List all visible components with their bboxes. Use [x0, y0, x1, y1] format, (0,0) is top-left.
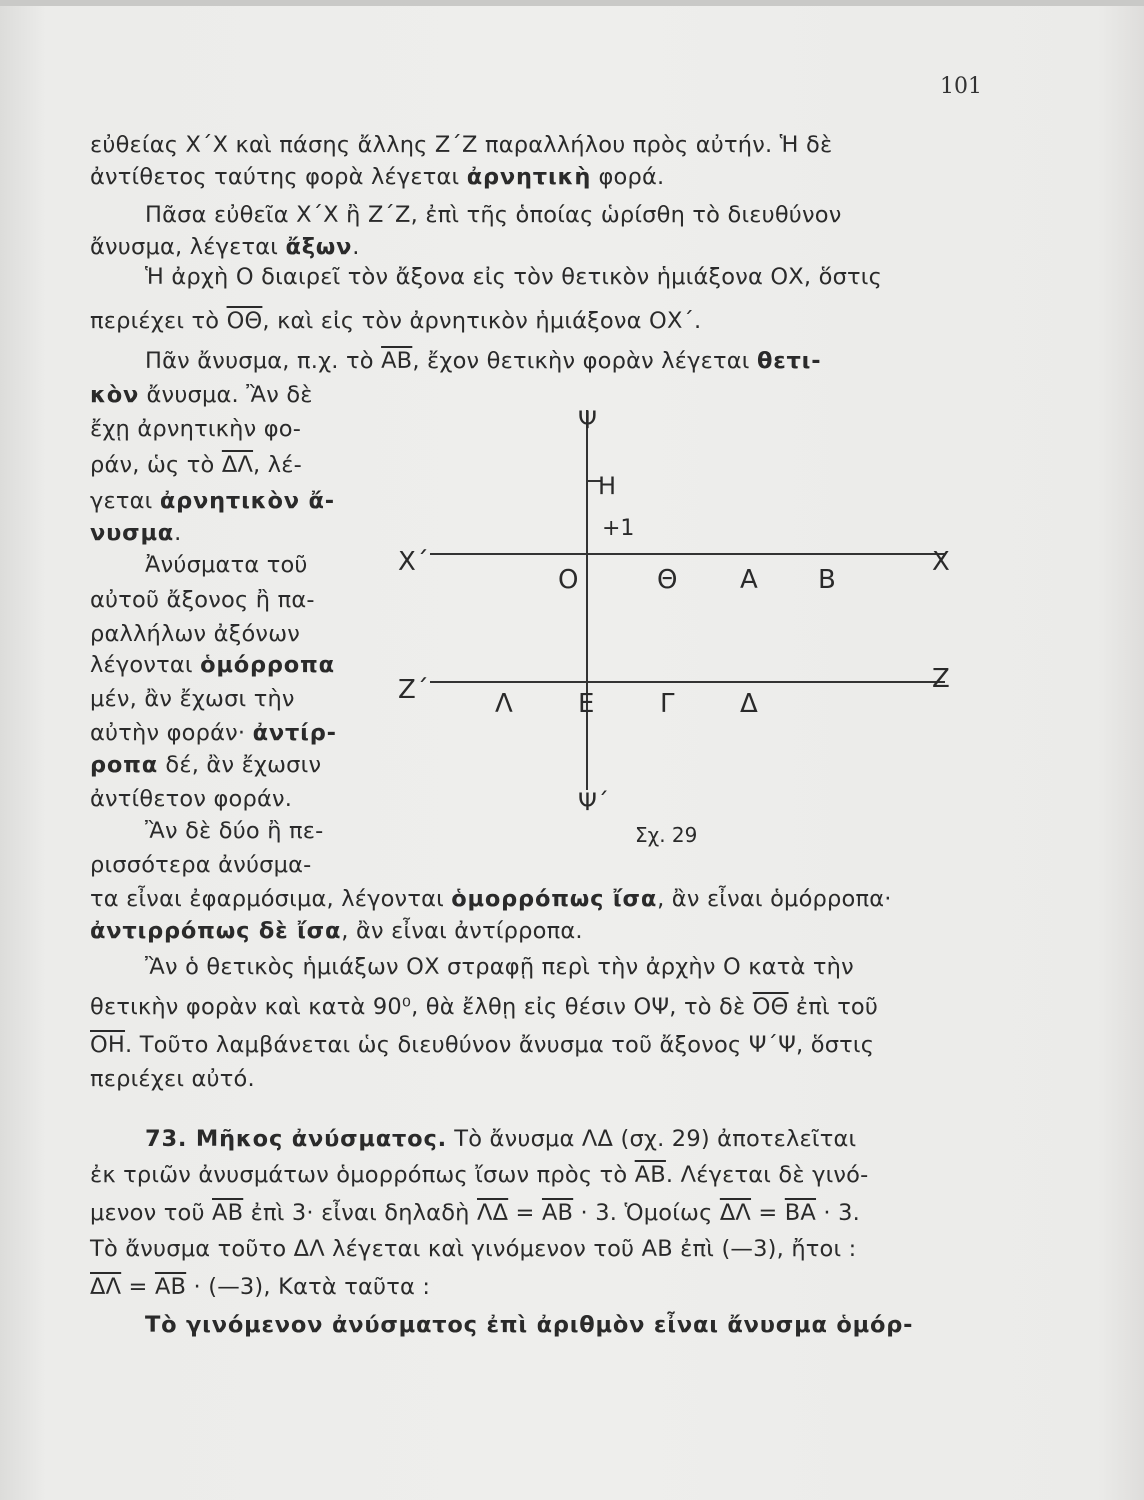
label-delta: Δ: [740, 689, 758, 719]
label-eta: Η: [598, 472, 617, 500]
text-line: γεται ἀρνητικὸν ἄ-: [90, 488, 335, 514]
figure-caption: Σχ. 29: [635, 823, 698, 847]
text-line: τα εἶναι ἐφαρμόσιμα, λέγονται ὁμορρόπως ἴσα, ἂν εἶναι ὁμόρροπα·: [90, 886, 892, 912]
text-line: ἔχῃ ἀρνητικὴν φο-: [90, 416, 302, 442]
text-line: ἀντιρρόπως δὲ ἴσα, ἂν εἶναι ἀντίρροπα.: [90, 918, 583, 944]
text-line: Ἂν δὲ δύο ἢ πε-: [145, 818, 324, 844]
text-line: Ἂν ὁ θετικὸς ἡμιάξων ΟΧ στραφῇ περὶ τὴν ἀρχὴν Ο κατὰ τὴν: [145, 954, 854, 980]
text-line: περιέχει τὸ $\overline{O\Theta}$, καὶ εἰς τὸν ἀρνητικὸν ἡμιάξονα ΟΧ΄.: [90, 308, 702, 334]
label-z-prime: Ζ΄: [398, 675, 429, 705]
text-line: ραλλήλων ἀξόνων: [90, 621, 301, 647]
text-line: μέν, ἂν ἔχωσι τὴν: [90, 686, 295, 712]
text-line: Τὸ ἄνυσμα τοῦτο ΔΛ λέγεται καὶ γινόμενον τοῦ ΑΒ ἐπὶ (—3), ἤτοι :: [90, 1236, 857, 1262]
text-line: θετικὴν φορὰν καὶ κατὰ 90⁰, θὰ ἔλθῃ εἰς θέσιν ΟΨ, τὸ δὲ $\overline{O\Theta}$ ἐπὶ τοῦ: [90, 994, 879, 1020]
text-line: μενον τοῦ $\overline{AB}$ ἐπὶ 3· εἶναι δηλαδὴ $\overline{\Lambda\Delta} = \overline{AB} \cdot 3$. Ὁμοίως $\overline{\Delta\Lambda} = \overline{BA} \cdot 3$.: [90, 1200, 860, 1226]
text-line: κὸν ἄνυσμα. Ἂν δὲ: [90, 382, 313, 408]
text-line: ράν, ὡς τὸ $\overline{\Delta\Lambda}$, λέ-: [90, 452, 302, 478]
text-line: ἄνυσμα, λέγεται ἄξων.: [90, 234, 360, 260]
label-theta: Θ: [657, 565, 678, 595]
label-x: Χ: [932, 547, 950, 577]
text-line: ἀντίθετον φοράν.: [90, 786, 293, 812]
text-line: εὐθείας Χ΄Χ καὶ πάσης ἄλλης Ζ΄Ζ παραλλήλου πρὸς αὐτήν. Ἡ δὲ: [90, 132, 833, 158]
text-line: Τὸ γινόμενον ἀνύσματος ἐπὶ ἀριθμὸν εἶναι ἄνυσμα ὁμόρ-: [145, 1312, 914, 1338]
page-top-edge: [0, 0, 1144, 6]
text-line: Ἀνύσματα τοῦ: [145, 552, 308, 578]
text-line: αὐτὴν φοράν· ἀντίρ-: [90, 720, 337, 746]
label-a: Α: [740, 565, 758, 595]
text-line: ροπα δέ, ἂν ἔχωσιν: [90, 752, 322, 778]
label-psi-prime: Ψ΄: [578, 788, 609, 816]
text-line: Πᾶν ἄνυσμα, π.χ. τὸ $\overline{AB}$, ἔχον θετικὴν φορὰν λέγεται θετι-: [145, 348, 822, 374]
text-line: ἀντίθετος ταύτης φορὰ λέγεται ἀρνητικὴ φορά.: [90, 164, 665, 190]
text-line: Πᾶσα εὐθεῖα Χ΄Χ ἢ Ζ΄Ζ, ἐπὶ τῆς ὁποίας ὡρίσθη τὸ διευθύνον: [145, 202, 842, 228]
text-line: αὐτοῦ ἄξονος ἢ πα-: [90, 587, 315, 613]
text-line: $\overline{\Delta\Lambda} = \overline{AB}$ · (—3), Κατὰ ταῦτα :: [90, 1274, 431, 1300]
text-line: λέγονται ὁμόρροπα: [90, 652, 335, 678]
label-z: Ζ: [932, 664, 950, 694]
text-line: Ἡ ἀρχὴ Ο διαιρεῖ τὸν ἄξονα εἰς τὸν θετικὸν ἡμιάξονα ΟΧ, ὅστις: [145, 264, 883, 290]
label-plus-one: +1: [602, 516, 635, 541]
text-line: ἐκ τριῶν ἀνυσμάτων ὁμορρόπως ἴσων πρὸς τὸ $\overline{AB}$. Λέγεται δὲ γινό-: [90, 1162, 869, 1188]
label-gamma: Γ: [660, 689, 675, 719]
text-line: $\overline{OH}$. Τοῦτο λαμβάνεται ὡς διευθύνον ἄνυσμα τοῦ ἄξονος Ψ΄Ψ, ὅστις: [90, 1032, 875, 1058]
text-line: περιέχει αὐτό.: [90, 1066, 255, 1092]
figure-29: [380, 380, 980, 860]
text-line: νυσμα.: [90, 520, 182, 546]
label-o: Ο: [558, 565, 579, 595]
label-epsilon: Ε: [578, 689, 595, 719]
label-x-prime: Χ΄: [398, 547, 429, 577]
label-lambda: Λ: [495, 689, 513, 719]
page-number: 101: [940, 74, 982, 99]
section-heading-line: 73. Μῆκος ἀνύσματος. Τὸ ἄνυσμα ΛΔ (σχ. 29) ἀποτελεῖται: [145, 1126, 857, 1152]
text-line: ρισσότερα ἀνύσμα-: [90, 852, 312, 878]
label-b: Β: [818, 565, 836, 595]
label-psi: Ψ: [578, 406, 597, 434]
